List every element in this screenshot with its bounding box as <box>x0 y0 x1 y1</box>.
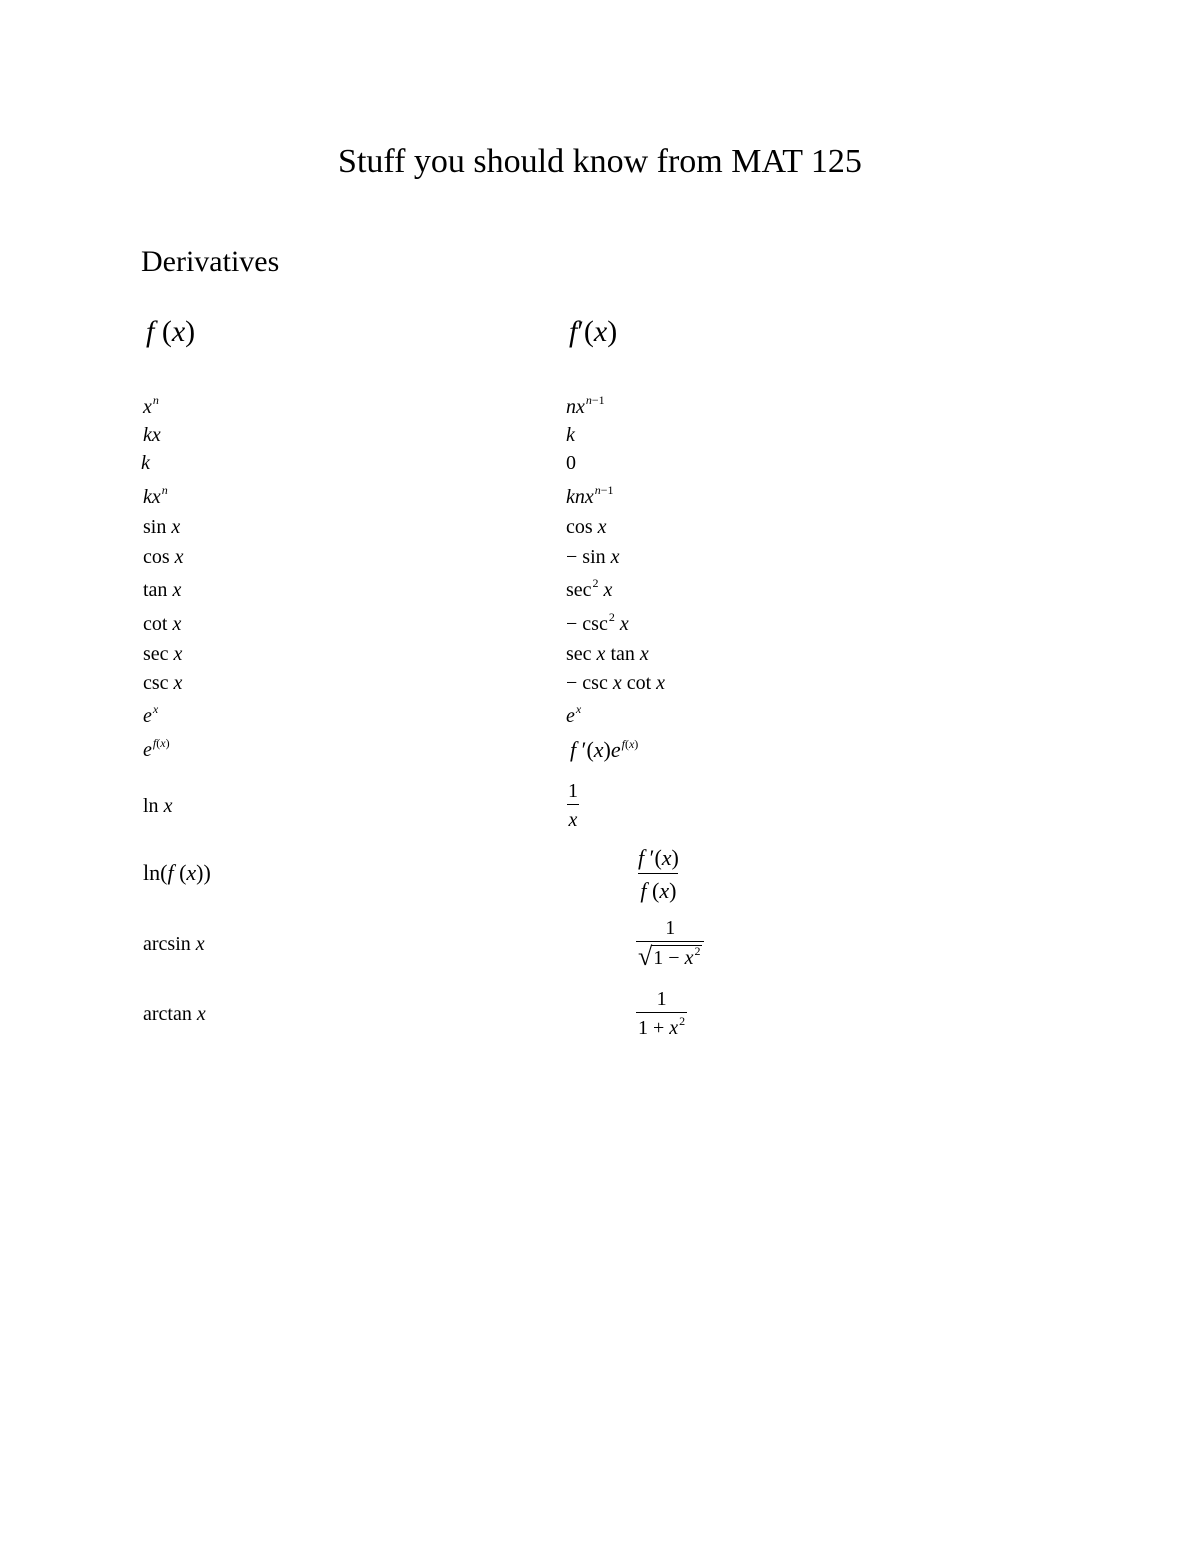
derivative-cos: cos x <box>566 516 607 538</box>
derivative-k: k <box>566 424 575 446</box>
function-ln-f-x: ln(f (x)) <box>143 860 211 885</box>
page-title: Stuff you should know from MAT 125 <box>338 143 862 180</box>
function-arcsin: arcsin x <box>143 933 205 955</box>
function-x-n: $x^n$ <box>143 393 159 418</box>
derivative-sec-squared: $\sec^2 x$ <box>566 576 613 601</box>
derivative-arcsin: 1 √ $1 - x^2$ <box>636 915 704 972</box>
derivative-fprime-over-f: $\frac{f '(x)}{f (x)}$ <box>636 843 681 906</box>
function-cot: cot x <box>143 613 182 635</box>
function-ln-x: ln x <box>143 795 173 817</box>
sqrt-expression: √ $1 - x^2$ <box>636 941 704 972</box>
function-cos: cos x <box>143 546 184 568</box>
function-kx: kx <box>143 424 161 446</box>
derivative-one-over-x: $\frac{1}{x}$ <box>568 780 578 831</box>
function-e-x: $e^x$ <box>143 702 159 727</box>
header-fprime: f′(x) <box>569 315 618 348</box>
function-tan: tan x <box>143 579 182 601</box>
function-e-f-x: $e^{f(x)}$ <box>143 736 170 761</box>
function-kx-n: $kx^n$ <box>143 483 168 508</box>
derivative-arctan: $\frac{1}{1 + x^2}$ <box>638 988 686 1039</box>
derivative-neg-csc-squared: − $\csc^2 x$ <box>566 610 629 635</box>
derivative-e-x: $e^x$ <box>566 702 582 727</box>
derivative-zero: 0 <box>566 452 576 474</box>
derivative-knx-n-1: knx$^{n-1}$ <box>566 483 614 508</box>
derivative-neg-csc-cot: − csc x cot x <box>566 672 666 694</box>
function-arctan: arctan x <box>143 1003 206 1025</box>
section-heading: Derivatives <box>141 245 280 278</box>
derivative-nx-n-1: $nx^{n-1}$ <box>566 393 605 418</box>
function-sin: sin x <box>143 516 181 538</box>
derivative-fprime-e-f-x: f $'(x)e^{f(x)}$ <box>570 737 639 762</box>
function-sec: sec x <box>143 643 183 665</box>
derivative-sec-tan: sec x tan x <box>566 643 649 665</box>
derivative-neg-sin: − sin x <box>566 546 620 568</box>
function-k: k <box>141 452 150 474</box>
header-fx: f (x) <box>146 315 196 348</box>
function-csc: csc x <box>143 672 183 694</box>
